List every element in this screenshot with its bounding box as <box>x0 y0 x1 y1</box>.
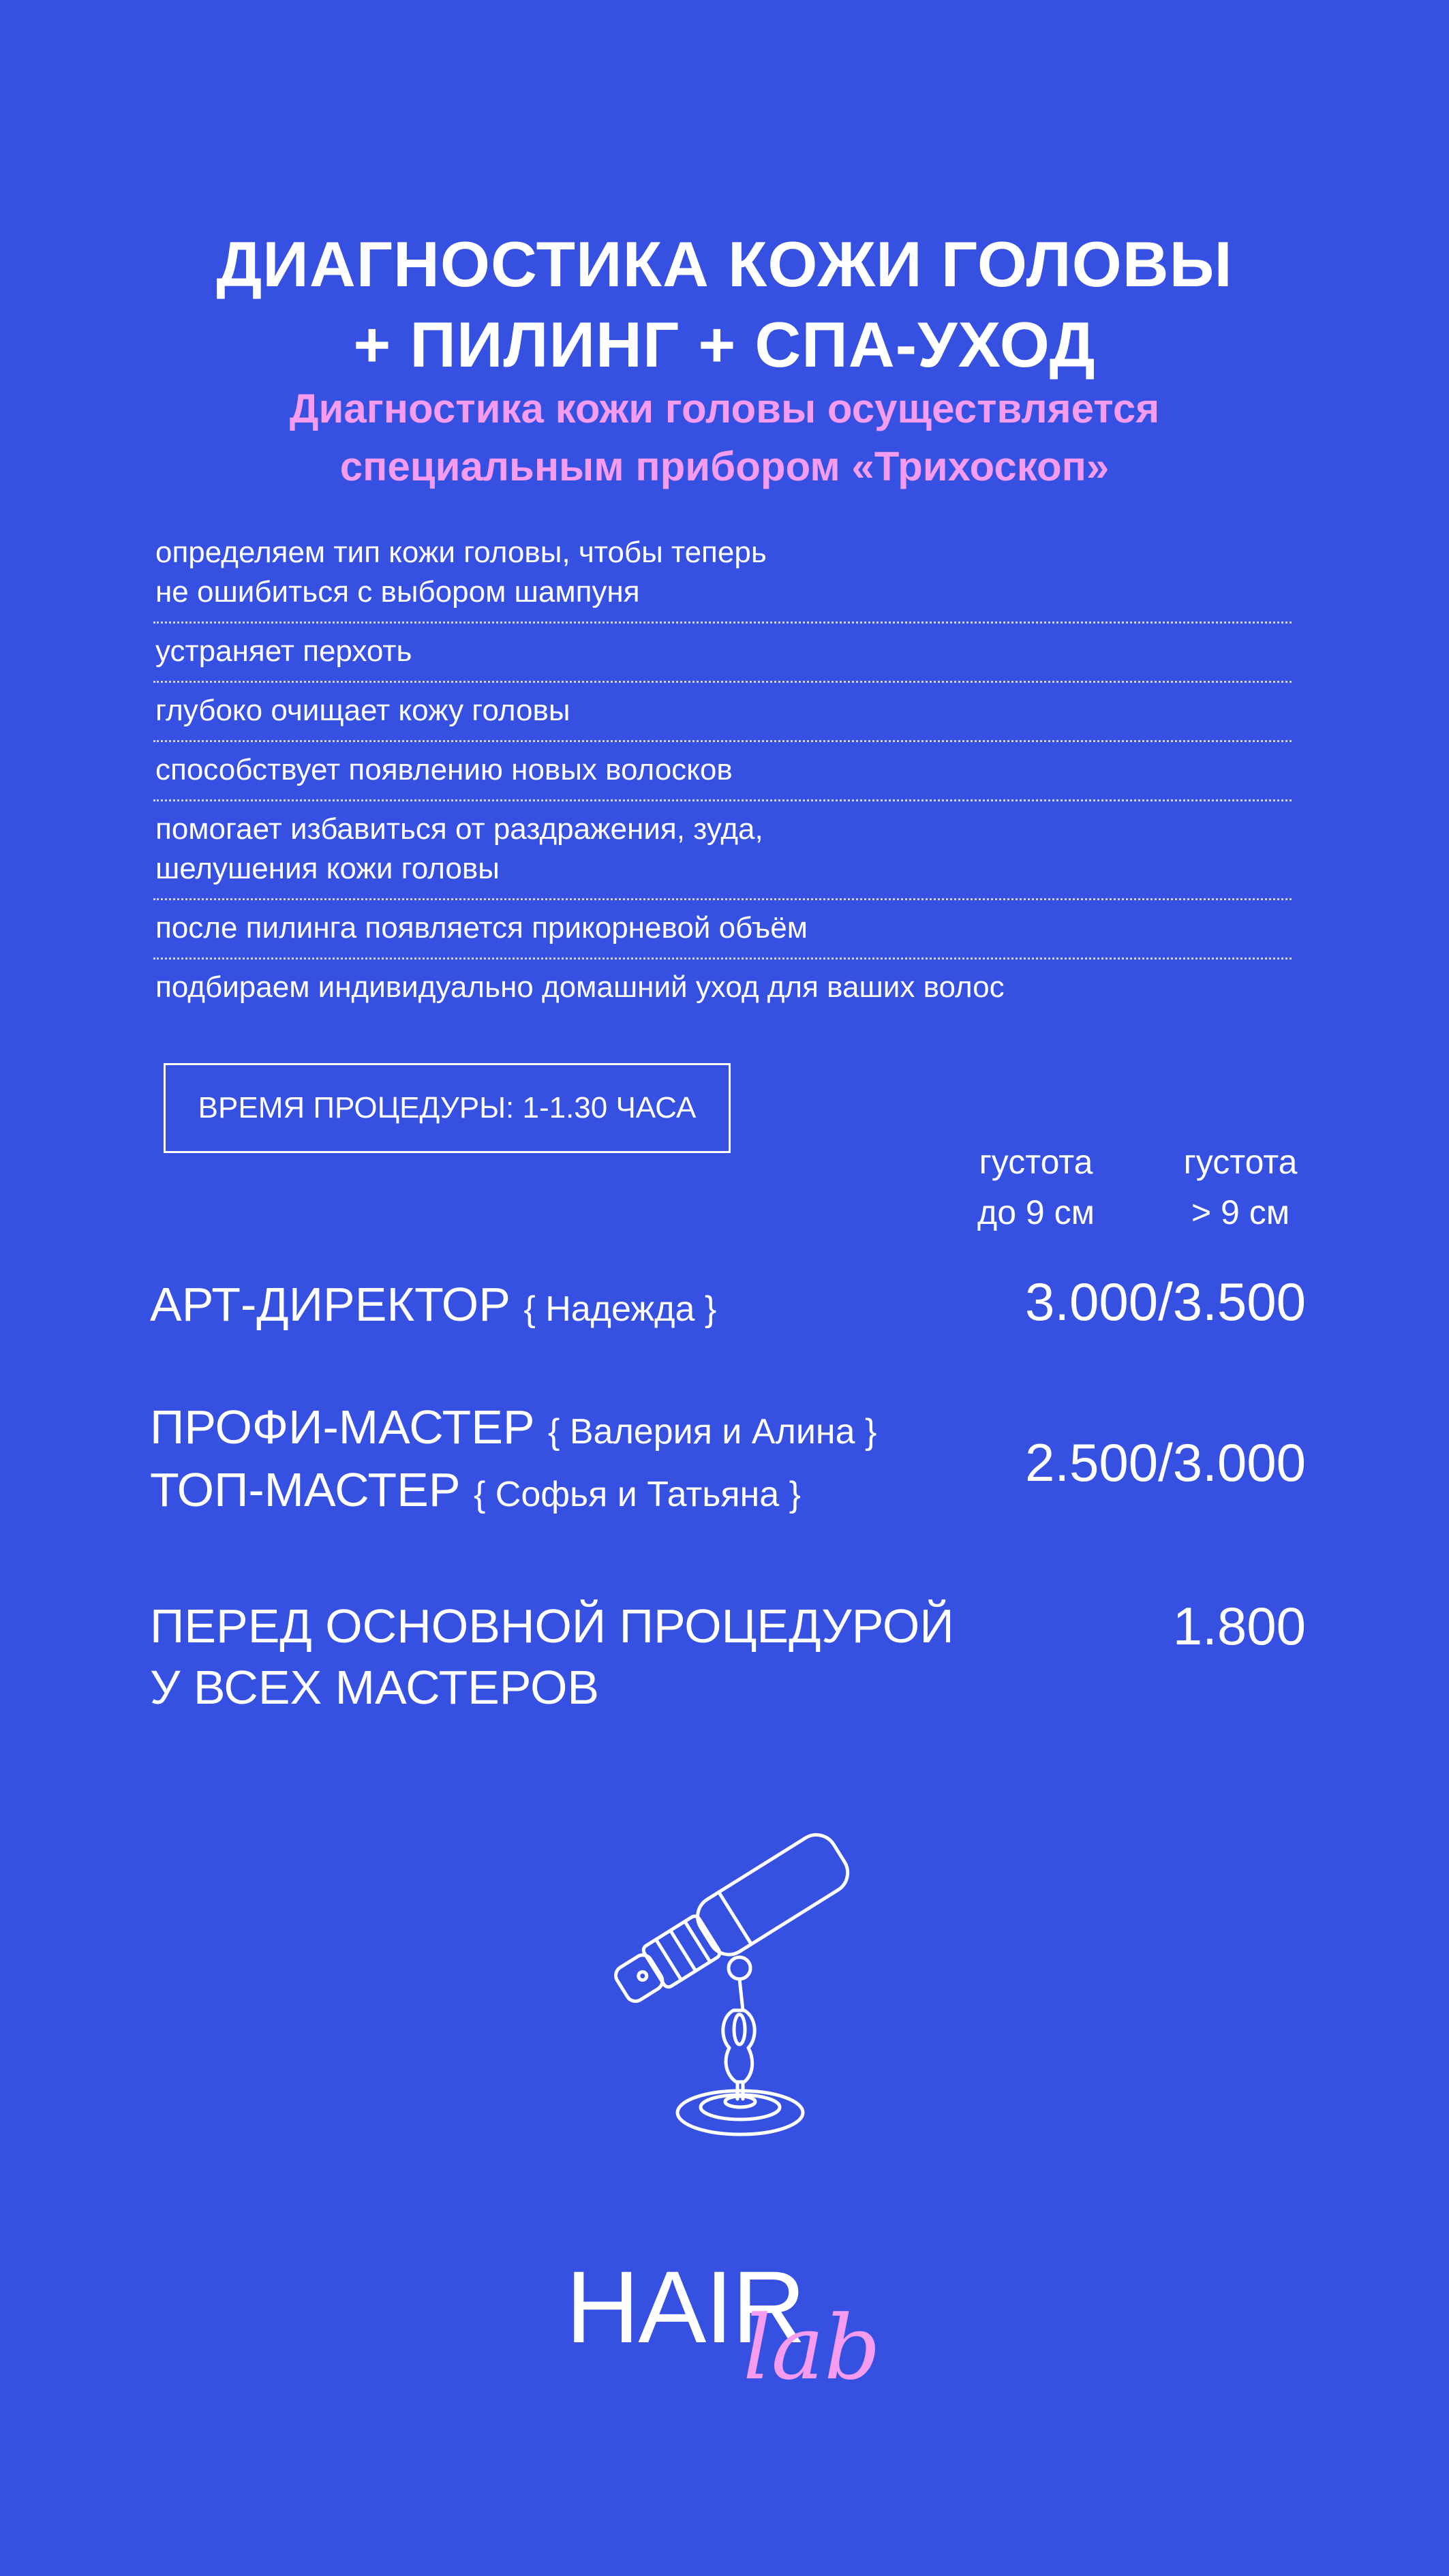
benefit-item <box>153 742 1292 801</box>
benefit-text: после пилинга появляется прикорневой объём <box>155 911 808 945</box>
profi-master-names: { Валерия и Алина } <box>548 1412 877 1452</box>
logo-hair-text: HAIR <box>566 2250 805 2364</box>
before-procedure-price: 1.800 <box>1172 1596 1306 1656</box>
art-director-row-label <box>150 1273 716 1340</box>
benefit-text: не ошибиться с выбором шампуня <box>155 575 640 609</box>
benefit-item <box>153 624 1292 683</box>
benefits-list <box>153 525 1292 1017</box>
benefit-item <box>153 683 1292 742</box>
svg-text:lab: lab <box>743 2297 881 2399</box>
benefit-text: шелушения кожи головы <box>155 852 500 885</box>
benefit-item <box>153 525 1292 624</box>
benefit-text: способствует появлению новых волосков <box>155 753 733 786</box>
benefit-text: помогает избавиться от раздражения, зуда, <box>155 812 763 846</box>
subtitle-line2: специальным прибором «Трихоскоп» <box>339 444 1110 489</box>
top-master-row-label <box>150 1458 801 1526</box>
page-title-line2: + ПИЛИНГ + СПА-УХОД <box>353 309 1096 380</box>
trichoscope-icon <box>593 1813 866 2157</box>
top-master-names: { Софья и Татьяна } <box>473 1475 801 1514</box>
profi-master-title: ПРОФИ-МАСТЕР <box>150 1400 535 1454</box>
hairlab-logo <box>566 2249 906 2419</box>
top-master-title: ТОП-МАСТЕР <box>150 1463 461 1516</box>
profi-top-price: 2.500/3.000 <box>1024 1432 1306 1492</box>
benefit-text: устраняет перхоть <box>155 634 412 668</box>
page-title-line1: ДИАГНОСТИКА КОЖИ ГОЛОВЫ <box>216 228 1233 300</box>
procedure-time-badge: ВРЕМЯ ПРОЦЕДУРЫ: 1-1.30 ЧАСА <box>164 1063 731 1153</box>
column-header-density-long <box>1138 1137 1343 1238</box>
before-procedure-label-line1: ПЕРЕД ОСНОВНОЙ ПРОЦЕДУРОЙ <box>150 1599 954 1653</box>
benefit-text: подбираем индивидуально домашний уход для ваших волос <box>155 970 1005 1004</box>
column-header-line: густота <box>1183 1143 1298 1181</box>
benefit-item <box>153 960 1292 1017</box>
column-header-line: до 9 см <box>977 1193 1095 1231</box>
column-header-line: > 9 см <box>1191 1193 1290 1231</box>
column-header-line: густота <box>979 1143 1093 1181</box>
subtitle-line1: Диагностика кожи головы осуществляется <box>289 386 1160 431</box>
art-director-price: 3.000/3.500 <box>1024 1272 1306 1332</box>
before-procedure-label-line2: У ВСЕХ МАСТЕРОВ <box>150 1661 600 1714</box>
benefit-item <box>153 801 1292 900</box>
column-header-density-short <box>934 1137 1138 1238</box>
benefit-item <box>153 900 1292 960</box>
logo-lab-script <box>743 2297 893 2412</box>
art-director-names: { Надежда } <box>523 1289 717 1329</box>
profi-master-row-label <box>150 1396 876 1463</box>
benefit-text: глубоко очищает кожу головы <box>155 694 570 727</box>
art-director-title: АРТ-ДИРЕКТОР <box>150 1278 510 1331</box>
benefit-text: определяем тип кожи головы, чтобы теперь <box>155 536 767 569</box>
